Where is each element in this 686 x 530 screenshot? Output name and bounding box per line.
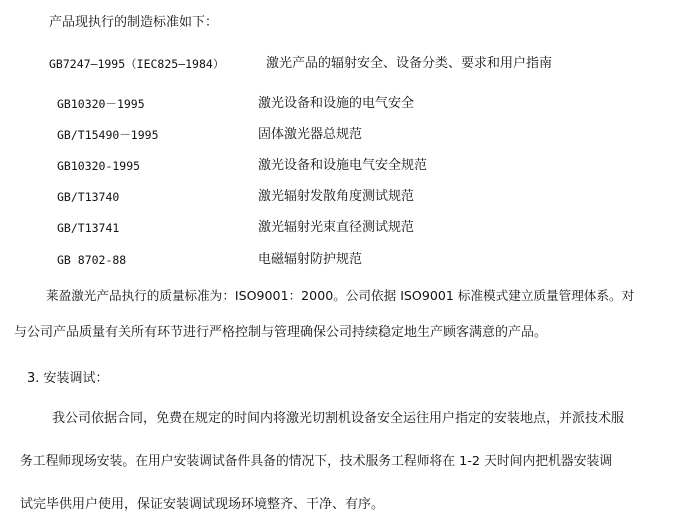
standard-code: GB/T13741 [57, 221, 120, 235]
standard-name: 激光辐射发散角度测试规范 [258, 189, 415, 204]
standard-code: GB10320-1995 [57, 159, 141, 173]
quality-line-2: 与公司产品质量有关所有环节进行严格控制与管理确保公司持续稳定地生产顾客满意的产品。 [14, 325, 548, 340]
standard-code: GB 8702-88 [57, 253, 127, 267]
standard-name: 激光辐射光束直径测试规范 [258, 220, 415, 235]
standard-name: 激光设备和设施的电气安全 [258, 96, 415, 111]
main-standard-code: GB7247—1995（IEC825—1984） [49, 57, 225, 71]
standard-name: 固体激光器总规范 [258, 127, 363, 142]
quality-line-1: 莱盈激光产品执行的质量标准为：ISO9001：2000。公司依据 ISO9001 标准模式建立质量管理体系。对 [46, 288, 635, 303]
standard-name: 激光设备和设施电气安全规范 [258, 158, 428, 173]
standard-name: 电磁辐射防护规范 [258, 252, 363, 267]
standard-code: GB/T15490－1995 [57, 128, 159, 142]
intro-text: 产品现执行的制造标准如下： [49, 15, 219, 30]
standard-code: GB10320－1995 [57, 97, 145, 111]
section-3-heading: 3. 安装调试： [27, 371, 109, 386]
main-standard-name: 激光产品的辐射安全、设备分类、要求和用户指南 [266, 56, 553, 71]
installation-line-1: 我公司依据合同，免费在规定的时间内将激光切割机设备安全运往用户指定的安装地点，并派技术服 [52, 411, 625, 426]
installation-line-3: 试完毕供用户使用，保证安装调试现场环境整齐、干净、有序。 [20, 497, 385, 512]
standard-code: GB/T13740 [57, 190, 120, 204]
installation-line-2: 务工程师现场安装。在用户安装调试备件具备的情况下，技术服务工程师将在 1-2 天时间内把机器安装调 [20, 454, 613, 469]
